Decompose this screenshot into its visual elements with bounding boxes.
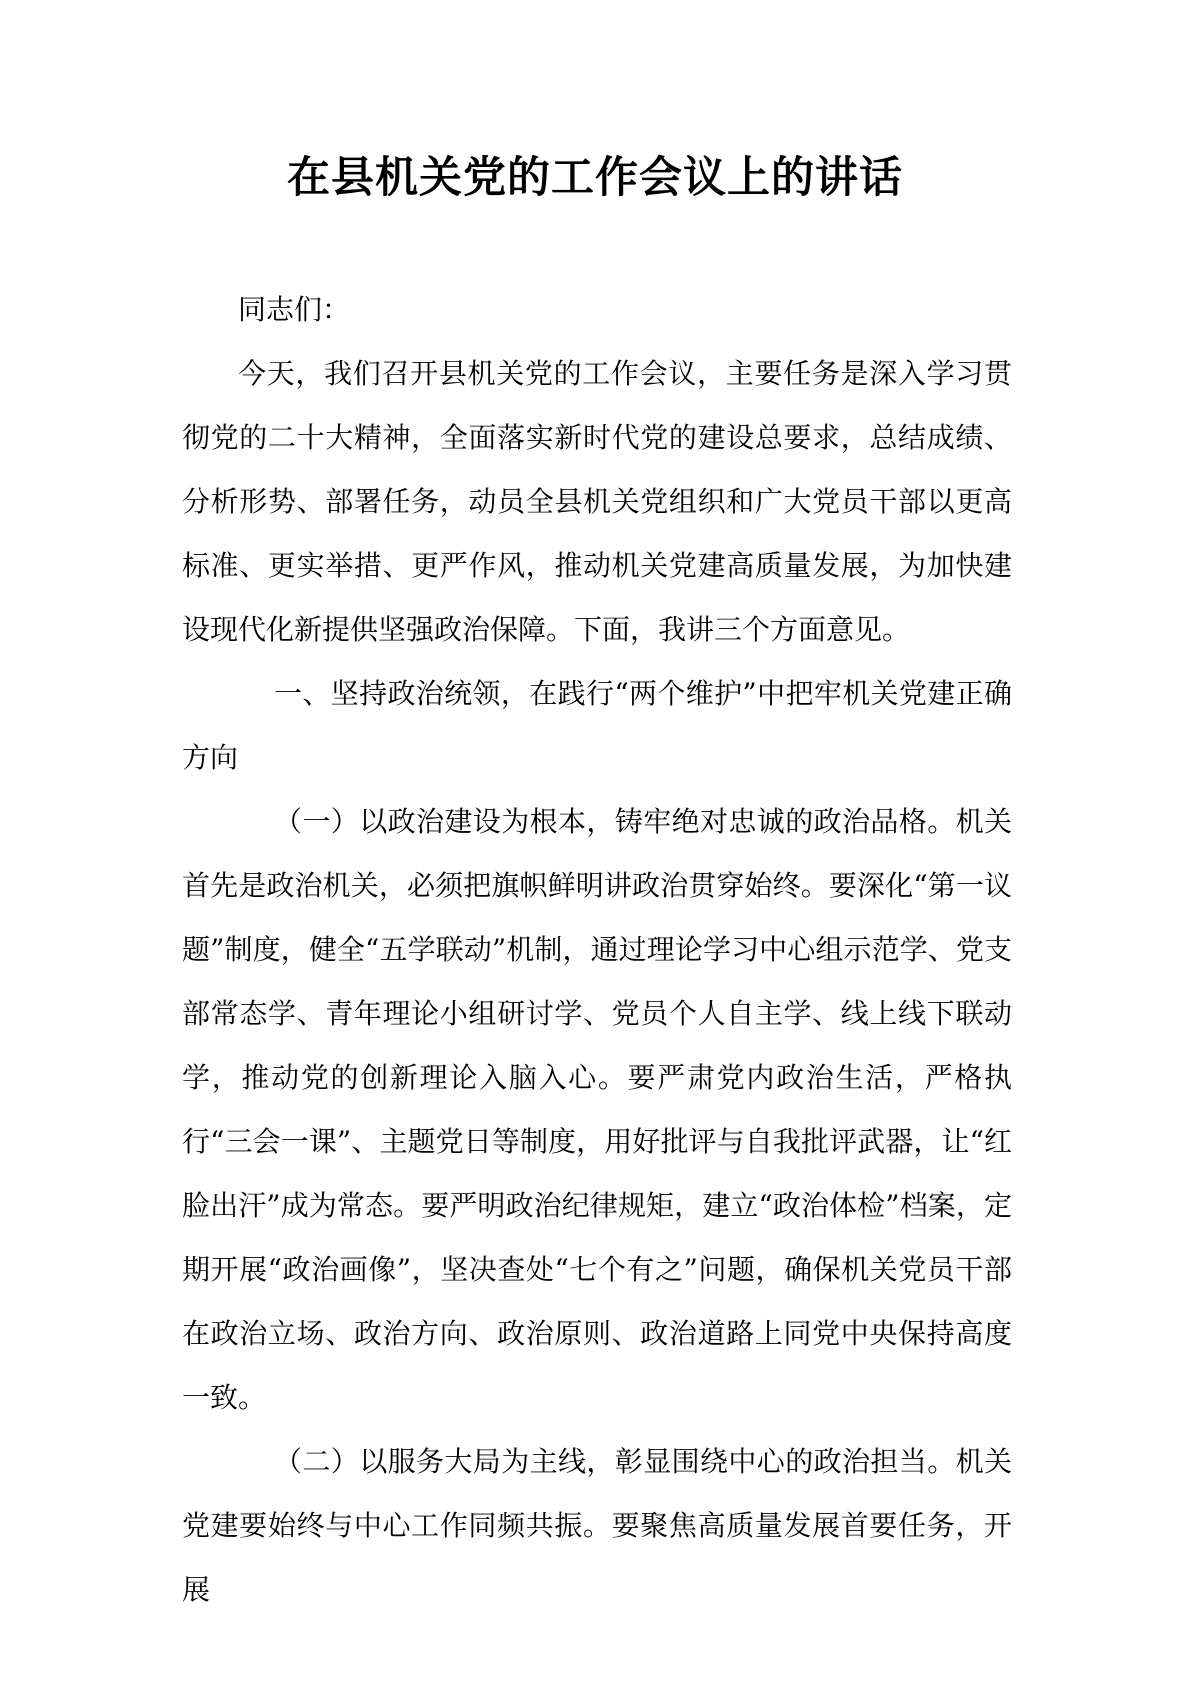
document-body: [182, 278, 1012, 1622]
salutation: 同志们：: [238, 293, 351, 326]
intro-paragraph: 今天，我们召开县机关党的工作会议，主要任务是深入学习贯彻党的二十大精神，全面落实新时代党的建设总要求，总结成绩、分析形势、部署任务，动员全县机关党组织和广大党员干部以更高标准、更实举措、更严作风，推动机关党建高质量发展，为加快建设现代化新提供坚强政治保障。下面，我讲三个方面意见。: [182, 357, 1012, 646]
subsection-paragraph-1: （一）以政治建设为根本，铸牢绝对忠诚的政治品格。机关首先是政治机关，必须把旗帜鲜明讲政治贯穿始终。要深化“第一议题”制度，健全“五学联动”机制，通过理论学习中心组示范学、党支部常态学、青年理论小组研讨学、党员个人自主学、线上线下联动学，推动党的创新理论入脑入心。要严肃党内政治生活，严格执行“三会一课”、主题党日等制度，用好批评与自我批评武器，让“红脸出汗”成为常态。要严明政治纪律规矩，建立“政治体检”档案，定期开展“政治画像”，坚决查处“七个有之”问题，确保机关党员干部在政治立场、政治方向、政治原则、政治道路上同党中央保持高度一致。: [182, 805, 1012, 1414]
section-heading-1: 一、坚持政治统领，在践行“两个维护”中把牢机关党建正确方向: [182, 677, 1012, 774]
document-title: 在县机关党的工作会议上的讲话: [287, 153, 903, 203]
subsection-paragraph-2: （二）以服务大局为主线，彰显围绕中心的政治担当。机关党建要始终与中心工作同频共振。要聚焦高质量发展首要任务，开展: [182, 1445, 1012, 1606]
